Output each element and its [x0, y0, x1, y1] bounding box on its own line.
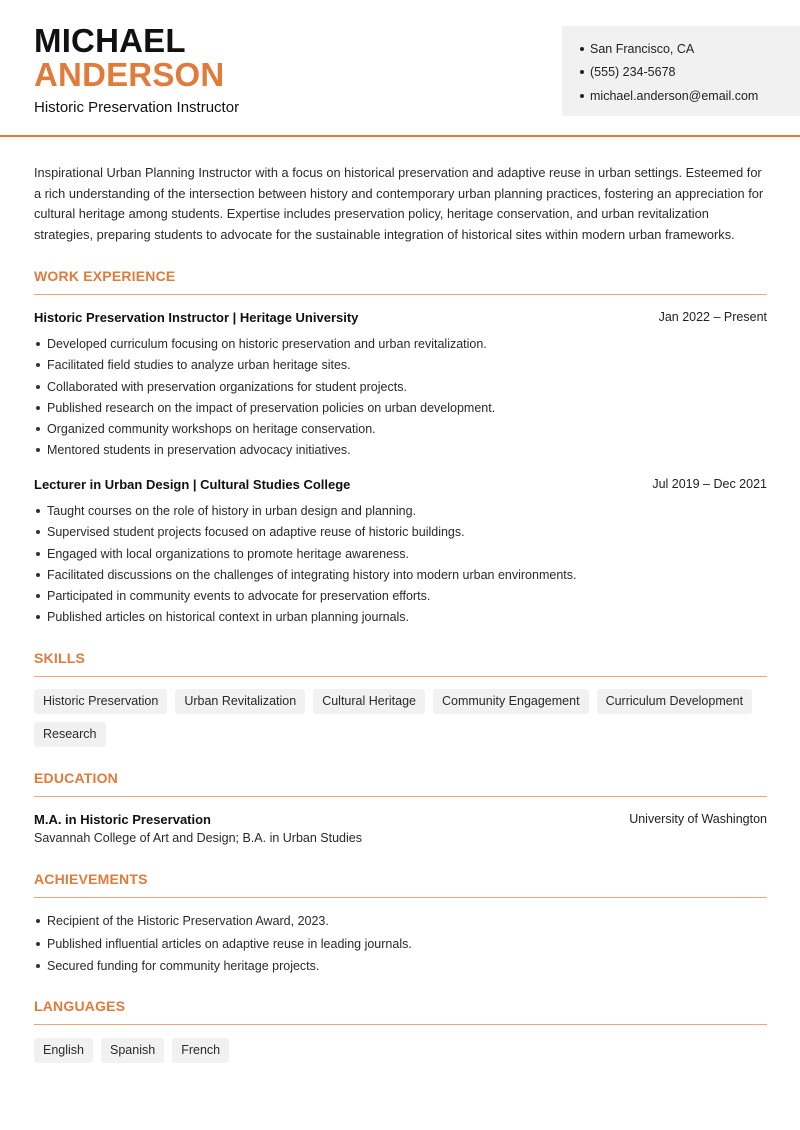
job-header: [34, 310, 767, 325]
education-header: [34, 812, 767, 827]
section-divider: [34, 676, 767, 677]
section-divider: [34, 1024, 767, 1025]
section-title-achievements: ACHIEVEMENTS: [34, 871, 148, 887]
phone-text: (555) 234-5678: [590, 65, 676, 80]
education-details: Savannah College of Art and Design; B.A. in Urban Studies: [34, 831, 362, 845]
section-title-work: WORK EXPERIENCE: [34, 268, 176, 284]
school: University of Washington: [629, 812, 767, 826]
skill-tag: Urban Revitalization: [175, 689, 305, 714]
location-text: San Francisco, CA: [590, 41, 695, 56]
section-divider: [34, 897, 767, 898]
list-item: Facilitated discussions on the challenges of integrating history into modern urban environments.: [34, 567, 767, 588]
summary-paragraph: Inspirational Urban Planning Instructor with a focus on historical preservation and adaptive reuse in urban settings. Esteemed for a rich understanding of the intersection between history and contemporary urban planning practices, fostering an appreciation for cultural heritage among students. Expertise includes preservation policy, heritage conservation, and urban revitalization strategies, preparing students to advocate for the sustainable integration of historical sites within modern urban frameworks.: [34, 165, 764, 243]
last-name: ANDERSON: [34, 56, 225, 93]
list-item: Published research on the impact of preservation policies on urban development.: [34, 400, 767, 421]
bullet-icon: [580, 47, 584, 51]
contact-email[interactable]: [580, 84, 800, 108]
email-text[interactable]: michael.anderson@email.com: [590, 88, 759, 103]
skill-tag: Historic Preservation: [34, 689, 167, 714]
list-item: Facilitated field studies to analyze urban heritage sites.: [34, 357, 767, 378]
list-item: Developed curriculum focusing on historic preservation and urban revitalization.: [34, 336, 767, 357]
achievements-list: [34, 913, 767, 981]
skill-tag: Community Engagement: [433, 689, 589, 714]
section-divider: [34, 294, 767, 295]
list-item: Participated in community events to advocate for preservation efforts.: [34, 588, 767, 609]
job-dates: Jul 2019 – Dec 2021: [652, 477, 767, 491]
list-item: Published influential articles on adaptive reuse in leading journals.: [34, 936, 767, 959]
job-dates: Jan 2022 – Present: [658, 310, 767, 324]
skill-tag: Curriculum Development: [597, 689, 753, 714]
section-title-skills: SKILLS: [34, 650, 85, 666]
section-divider: [34, 796, 767, 797]
skill-tag: Cultural Heritage: [313, 689, 425, 714]
first-name: MICHAEL: [34, 22, 186, 59]
list-item: Engaged with local organizations to promote heritage awareness.: [34, 546, 767, 567]
contact-phone: [580, 61, 800, 85]
language-tag: French: [172, 1038, 229, 1063]
job-bullets: [34, 503, 767, 631]
resume-header: [0, 0, 800, 137]
languages-tags: [34, 1038, 767, 1063]
section-title-languages: LANGUAGES: [34, 998, 126, 1014]
bullet-icon: [580, 70, 584, 74]
list-item: Organized community workshops on heritage conservation.: [34, 421, 767, 442]
language-tag: Spanish: [101, 1038, 164, 1063]
contact-box: [562, 26, 800, 116]
job-bullets: [34, 336, 767, 464]
job-title: Historic Preservation Instructor: [34, 99, 240, 116]
bullet-icon: [580, 94, 584, 98]
list-item: Collaborated with preservation organizations for student projects.: [34, 379, 767, 400]
list-item: Taught courses on the role of history in urban design and planning.: [34, 503, 767, 524]
list-item: Mentored students in preservation advocacy initiatives.: [34, 442, 767, 463]
job-header: [34, 477, 767, 492]
skill-tag: Research: [34, 722, 106, 747]
contact-location: [580, 37, 800, 61]
job-role: Lecturer in Urban Design | Cultural Studies College: [34, 477, 351, 492]
list-item: Published articles on historical context in urban planning journals.: [34, 609, 767, 630]
section-title-education: EDUCATION: [34, 770, 118, 786]
job-role: Historic Preservation Instructor | Heritage University: [34, 310, 359, 325]
degree: M.A. in Historic Preservation: [34, 812, 211, 827]
list-item: Recipient of the Historic Preservation Award, 2023.: [34, 913, 767, 936]
language-tag: English: [34, 1038, 93, 1063]
skills-tags: [34, 689, 767, 747]
list-item: Secured funding for community heritage projects.: [34, 958, 767, 981]
list-item: Supervised student projects focused on adaptive reuse of historic buildings.: [34, 524, 767, 545]
